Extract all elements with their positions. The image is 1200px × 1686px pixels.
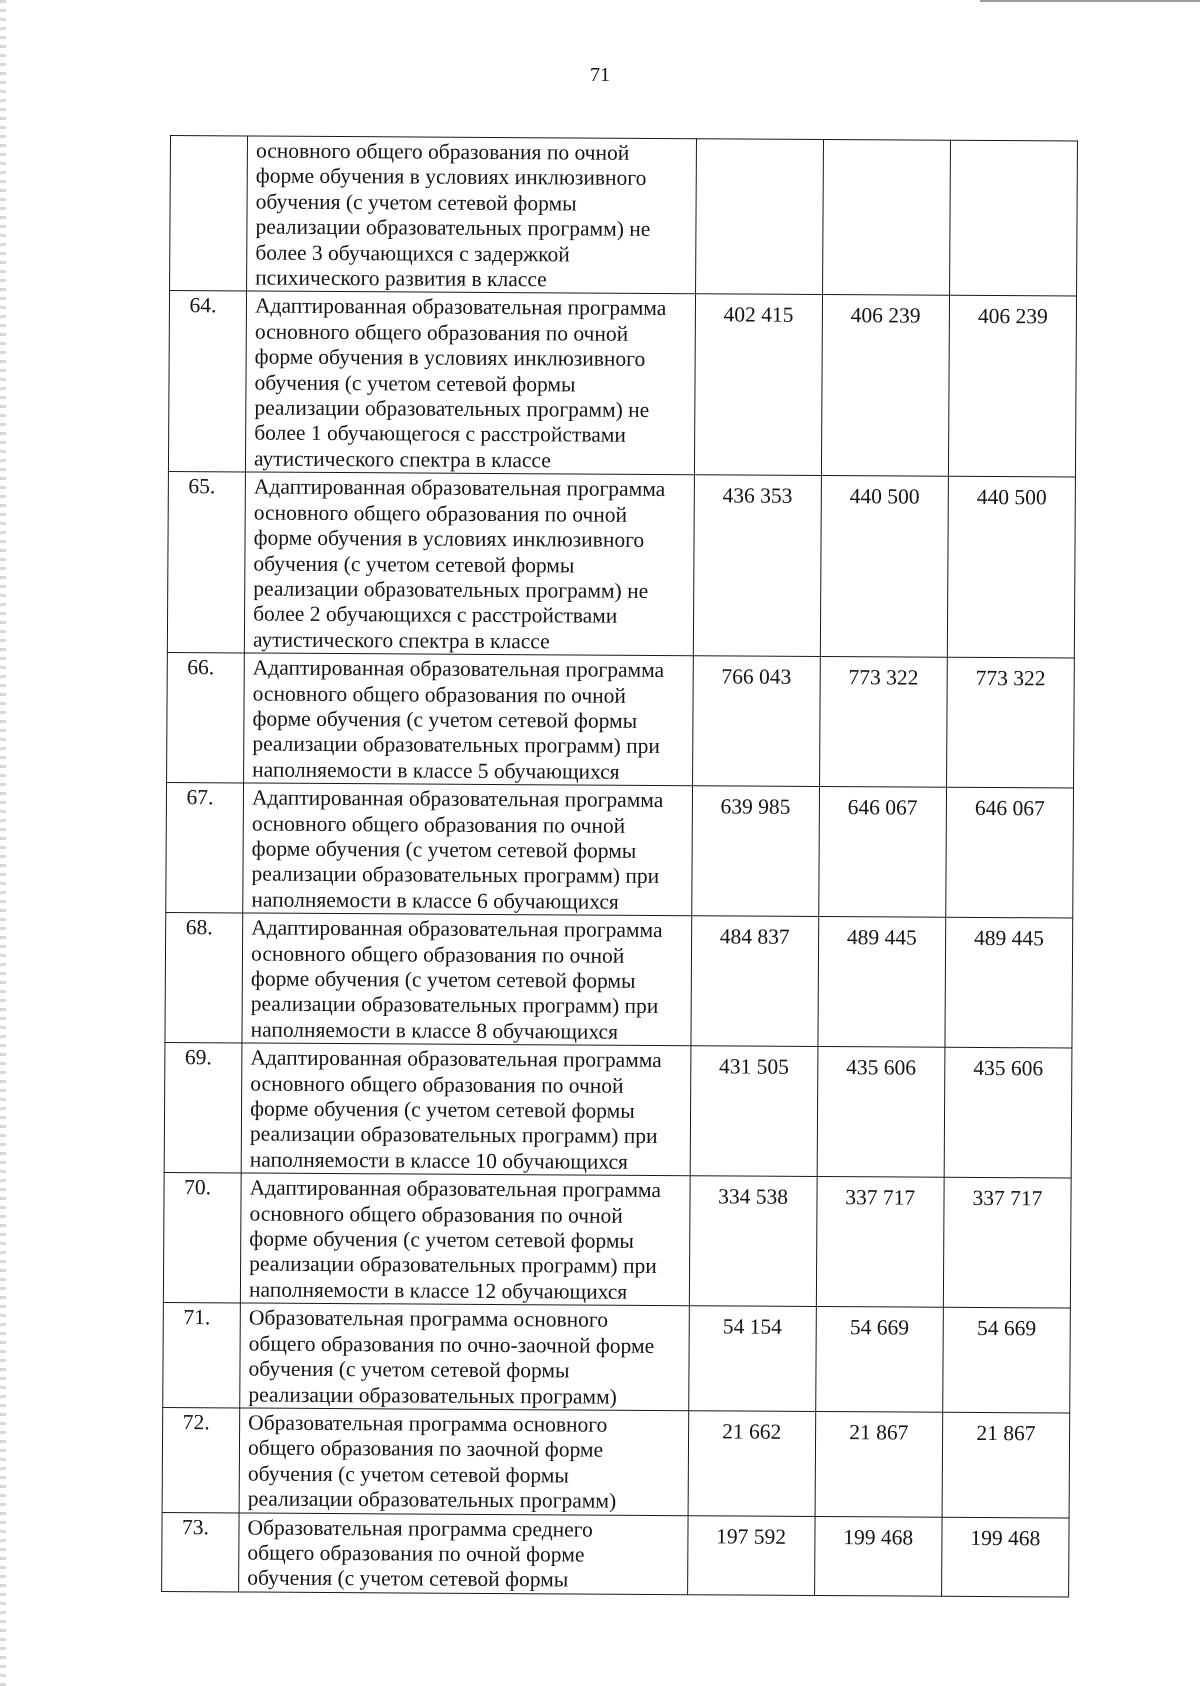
value-year-3: 199 468 — [941, 1517, 1069, 1597]
program-description — [241, 1043, 690, 1176]
value-year-3 — [949, 140, 1077, 296]
description-line: более 3 обучающихся с задержкой — [255, 240, 570, 267]
description-line: Адаптированная образовательная программа — [250, 1045, 662, 1073]
description-line: психического развития в классе — [255, 265, 547, 292]
description-line: основного общего образования по очной — [254, 319, 629, 346]
value-year-2: 773 322 — [819, 657, 947, 788]
description-line: общего образования по заочной форме — [247, 1435, 604, 1462]
description-line: обучения (с учетом сетевой формы — [247, 1461, 569, 1488]
description-line: реализации образовательных программ) при — [249, 1251, 657, 1279]
description-line: реализации образовательных программ) не — [255, 214, 651, 242]
value-year-2: 435 606 — [817, 1047, 945, 1178]
description-line: основного общего образования по очной — [255, 138, 630, 165]
description-line: общего образования по очной форме — [247, 1540, 585, 1567]
table-row — [166, 783, 1074, 919]
description-line: основного общего образования по очной — [252, 681, 627, 708]
value-year-1: 334 538 — [689, 1176, 817, 1307]
description-line: аутистического спектра в классе — [252, 627, 550, 654]
table-row — [167, 653, 1075, 789]
value-year-3: 646 067 — [946, 787, 1074, 918]
description-line: Адаптированная образовательная программа — [254, 293, 667, 321]
scan-edge — [0, 0, 6, 1686]
value-year-1: 431 505 — [690, 1046, 818, 1177]
value-year-3: 337 717 — [943, 1177, 1071, 1308]
value-year-3: 406 239 — [948, 296, 1076, 478]
description-line: реализации образовательных программ) не — [254, 395, 650, 422]
description-line: форме обучения в условиях инклюзивного — [253, 525, 645, 552]
description-line: форме обучения (с учетом сетевой формы — [250, 1096, 635, 1123]
description-line: наполняемости в классе 5 обучающихся — [252, 757, 620, 784]
row-number: 69. — [164, 1043, 242, 1173]
cost-table — [161, 135, 1078, 1597]
description-line: основного общего образования по очной — [253, 500, 628, 527]
program-description — [244, 653, 693, 786]
table-row — [168, 291, 1076, 477]
description-line: обучения (с учетом сетевой формы — [254, 370, 576, 397]
description-line: общего образования по очно-заочной форме — [248, 1331, 655, 1358]
value-year-1: 639 985 — [691, 786, 819, 917]
value-year-2: 337 717 — [816, 1177, 944, 1308]
description-line: Образовательная программа среднего — [247, 1515, 593, 1542]
table-row — [163, 1303, 1071, 1413]
description-line: Адаптированная образовательная программа — [251, 785, 664, 813]
row-number — [170, 136, 248, 292]
program-description — [240, 1173, 689, 1306]
value-year-3: 54 669 — [943, 1308, 1071, 1413]
value-year-3: 435 606 — [944, 1047, 1072, 1178]
value-year-2: 54 669 — [815, 1307, 943, 1412]
table-row — [163, 1173, 1071, 1309]
description-line: Адаптированная образовательная программа — [251, 915, 663, 943]
table-row — [170, 136, 1078, 297]
description-line: Образовательная программа основного — [248, 1305, 609, 1332]
description-line: наполняемости в классе 6 обучающихся — [251, 887, 619, 914]
row-number: 70. — [163, 1173, 241, 1303]
description-line: форме обучения в условиях инклюзивного — [255, 163, 647, 191]
description-line: форме обучения (с учетом сетевой формы — [251, 836, 637, 863]
value-year-3: 440 500 — [947, 477, 1075, 659]
description-line: реализации образовательных программ) при — [250, 991, 659, 1019]
table-row — [162, 1512, 1069, 1597]
description-line: обучения (с учетом сетевой формы — [255, 189, 577, 216]
description-line: реализации образовательных программ) при — [252, 731, 661, 759]
value-year-1: 197 592 — [687, 1515, 815, 1595]
row-number: 65. — [167, 472, 245, 653]
description-line: наполняемости в классе 10 обучающихся — [249, 1147, 629, 1174]
description-line: Адаптированная образовательная программа — [252, 655, 665, 683]
description-line: реализации образовательных программ) не — [253, 576, 649, 603]
value-year-1: 766 043 — [692, 656, 820, 787]
program-description — [239, 1408, 688, 1515]
description-line: форме обучения в условиях инклюзивного — [254, 344, 646, 372]
program-description — [244, 472, 694, 656]
value-year-3: 489 445 — [945, 917, 1073, 1048]
description-line: Адаптированная образовательная программа — [253, 474, 666, 502]
description-line: основного общего образования по очной — [249, 1201, 623, 1228]
program-description — [246, 291, 696, 475]
table-row — [165, 913, 1073, 1049]
value-year-1: 54 154 — [688, 1306, 816, 1411]
program-description — [242, 913, 691, 1046]
value-year-1 — [695, 139, 823, 295]
description-line: более 2 обучающихся с расстройствами — [253, 601, 618, 629]
description-line: форме обучения (с учетом сетевой формы — [252, 706, 638, 733]
value-year-1: 21 662 — [688, 1411, 816, 1516]
description-line: наполняемости в классе 12 обучающихся — [248, 1277, 628, 1304]
row-number: 71. — [163, 1303, 241, 1408]
description-line: реализации образовательных программ) — [247, 1486, 617, 1513]
value-year-3: 21 867 — [942, 1412, 1070, 1517]
description-line: реализации образовательных программ) — [248, 1382, 617, 1409]
value-year-2: 646 067 — [818, 787, 946, 918]
description-line: наполняемости в классе 8 обучающихся — [250, 1017, 619, 1044]
description-line: Образовательная программа основного — [248, 1410, 608, 1437]
description-line: более 1 обучающегося с расстройствами — [254, 420, 626, 448]
description-line: обучения (с учетом сетевой формы — [248, 1356, 570, 1383]
program-description — [239, 1512, 688, 1594]
value-year-2: 199 468 — [814, 1516, 942, 1596]
value-year-2: 489 445 — [818, 917, 946, 1048]
cost-table-body — [162, 136, 1078, 1597]
description-line: форме обучения (с учетом сетевой формы — [250, 966, 636, 993]
value-year-3: 773 322 — [946, 657, 1074, 788]
description-line: основного общего образования по очной — [251, 941, 625, 968]
description-line: реализации образовательных программ) при — [251, 861, 660, 889]
scan-top-mark — [980, 0, 1200, 2]
cost-table-wrapper — [161, 135, 1078, 1597]
description-line: аутистического спектра в классе — [254, 446, 551, 473]
value-year-1: 484 837 — [691, 916, 819, 1047]
program-description — [240, 1303, 689, 1410]
table-row — [162, 1407, 1070, 1517]
row-number: 64. — [168, 291, 246, 472]
row-number: 73. — [162, 1512, 240, 1592]
description-line: реализации образовательных программ) при — [249, 1121, 658, 1149]
value-year-2 — [822, 139, 950, 295]
program-description — [243, 783, 692, 916]
row-number: 72. — [162, 1407, 240, 1512]
description-line: основного общего образования по очной — [251, 811, 626, 838]
value-year-1: 436 353 — [693, 475, 821, 657]
value-year-2: 440 500 — [820, 476, 948, 658]
description-line: обучения (с учетом сетевой формы — [253, 551, 575, 577]
row-number: 66. — [167, 653, 245, 783]
description-line: обучения (с учетом сетевой формы — [247, 1565, 569, 1592]
description-line: основного общего образования по очной — [250, 1071, 624, 1098]
description-line: Адаптированная образовательная программа — [249, 1175, 662, 1203]
table-row — [164, 1043, 1072, 1179]
description-line: форме обучения (с учетом сетевой формы — [249, 1226, 634, 1253]
value-year-2: 406 239 — [821, 295, 949, 477]
program-description — [247, 136, 696, 294]
page-number: 71 — [590, 64, 610, 86]
table-row — [167, 472, 1075, 658]
value-year-1: 402 415 — [694, 294, 822, 476]
row-number: 67. — [166, 783, 244, 913]
value-year-2: 21 867 — [815, 1411, 943, 1516]
row-number: 68. — [165, 913, 243, 1043]
